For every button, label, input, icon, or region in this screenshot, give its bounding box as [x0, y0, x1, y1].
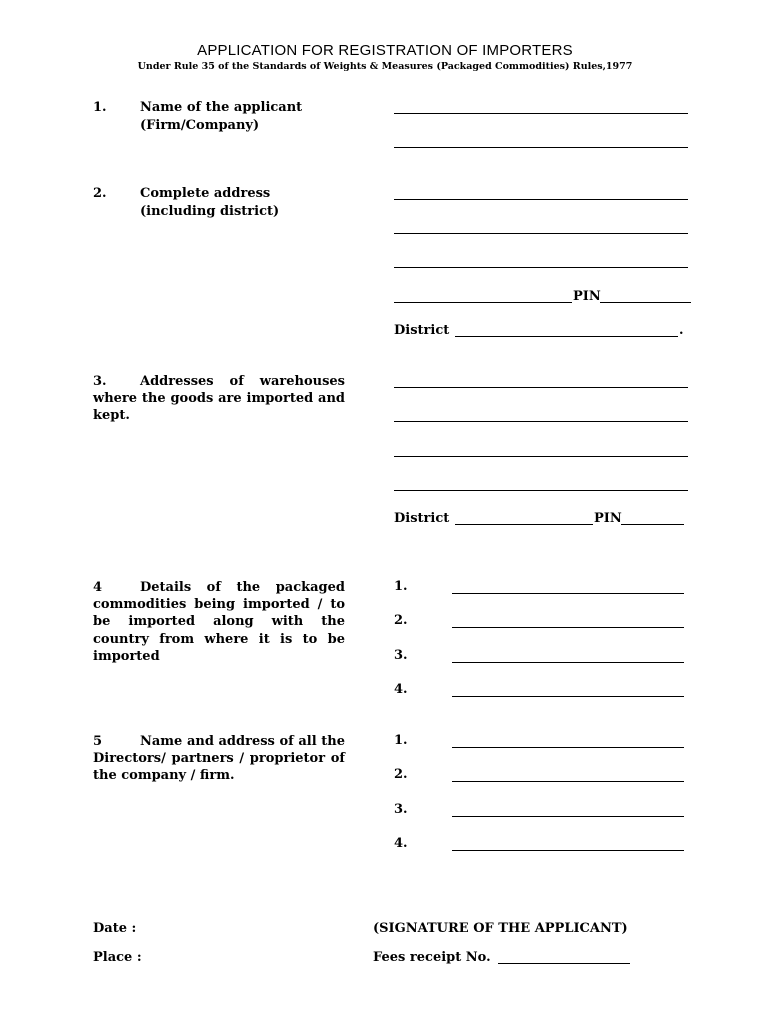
item-4-number: 4 — [93, 580, 103, 595]
director-field-1[interactable] — [452, 747, 684, 748]
pin-label: PIN — [573, 289, 601, 304]
warehouse-field-2[interactable] — [394, 421, 688, 422]
item-1-label-line1: Name of the applicant — [140, 100, 303, 115]
commodity-number-2: 2. — [394, 613, 408, 628]
item-5-label-rest: the Directors/ partners / proprietor of the company / firm. — [93, 734, 345, 784]
address-field-1[interactable] — [394, 199, 688, 200]
commodity-number-1: 1. — [394, 579, 408, 594]
item-5-label — [93, 733, 345, 785]
fees-receipt-field[interactable] — [498, 963, 630, 964]
district-field[interactable] — [455, 336, 678, 337]
warehouse-pin-label: PIN — [594, 511, 622, 526]
item-1-label-line2: (Firm/Company) — [140, 118, 260, 133]
commodity-number-4: 4. — [394, 682, 408, 697]
item-1-number: 1. — [93, 100, 107, 115]
signature-label: (SIGNATURE OF THE APPLICANT) — [373, 921, 628, 936]
item-4-label — [93, 579, 345, 665]
commodity-field-1[interactable] — [452, 593, 684, 594]
item-4-label-rest: commodities being imported / to be imported along with the country from where it is to be imported — [93, 597, 345, 664]
item-3-label — [93, 373, 345, 425]
district-end-mark: . — [679, 323, 684, 338]
director-number-4: 4. — [394, 836, 408, 851]
warehouse-district-label: District — [394, 511, 450, 526]
address-field-2[interactable] — [394, 233, 688, 234]
warehouse-field-3[interactable] — [394, 456, 688, 457]
item-3-number: 3. — [93, 374, 107, 389]
item-4-label-first: Details of the packaged — [140, 580, 345, 595]
director-number-3: 3. — [394, 802, 408, 817]
item-5-label-first: Name and address of all — [140, 734, 317, 749]
item-2-label-line1: Complete address — [140, 186, 271, 201]
applicant-name-field-2[interactable] — [394, 147, 688, 148]
commodity-field-4[interactable] — [452, 696, 684, 697]
warehouse-field-1[interactable] — [394, 387, 688, 388]
director-field-2[interactable] — [452, 781, 684, 782]
item-2-label-line2: (including district) — [140, 204, 280, 219]
commodity-field-3[interactable] — [452, 662, 684, 663]
director-field-4[interactable] — [452, 850, 684, 851]
item-5-number: 5 — [93, 734, 103, 749]
item-3-label-rest: where the goods are imported and kept. — [93, 391, 345, 424]
address-field-4[interactable] — [394, 302, 572, 303]
form-title: APPLICATION FOR REGISTRATION OF IMPORTERS — [197, 42, 573, 59]
director-number-2: 2. — [394, 767, 408, 782]
director-field-3[interactable] — [452, 816, 684, 817]
pin-field[interactable] — [600, 302, 691, 303]
warehouse-field-4[interactable] — [394, 490, 688, 491]
commodity-field-2[interactable] — [452, 627, 684, 628]
item-3-label-first: Addresses of warehouses — [140, 374, 345, 389]
district-label: District — [394, 323, 450, 338]
warehouse-district-field[interactable] — [455, 524, 593, 525]
director-number-1: 1. — [394, 733, 408, 748]
warehouse-pin-field[interactable] — [621, 524, 684, 525]
form-subtitle: Under Rule 35 of the Standards of Weights & Measures (Packaged Commodities) Rules,1977 — [137, 61, 633, 72]
address-field-3[interactable] — [394, 267, 688, 268]
applicant-name-field-1[interactable] — [394, 113, 688, 114]
place-label: Place : — [93, 950, 142, 965]
commodity-number-3: 3. — [394, 648, 408, 663]
fees-receipt-label: Fees receipt No. — [373, 950, 491, 965]
item-2-number: 2. — [93, 186, 107, 201]
date-label: Date : — [93, 921, 137, 936]
